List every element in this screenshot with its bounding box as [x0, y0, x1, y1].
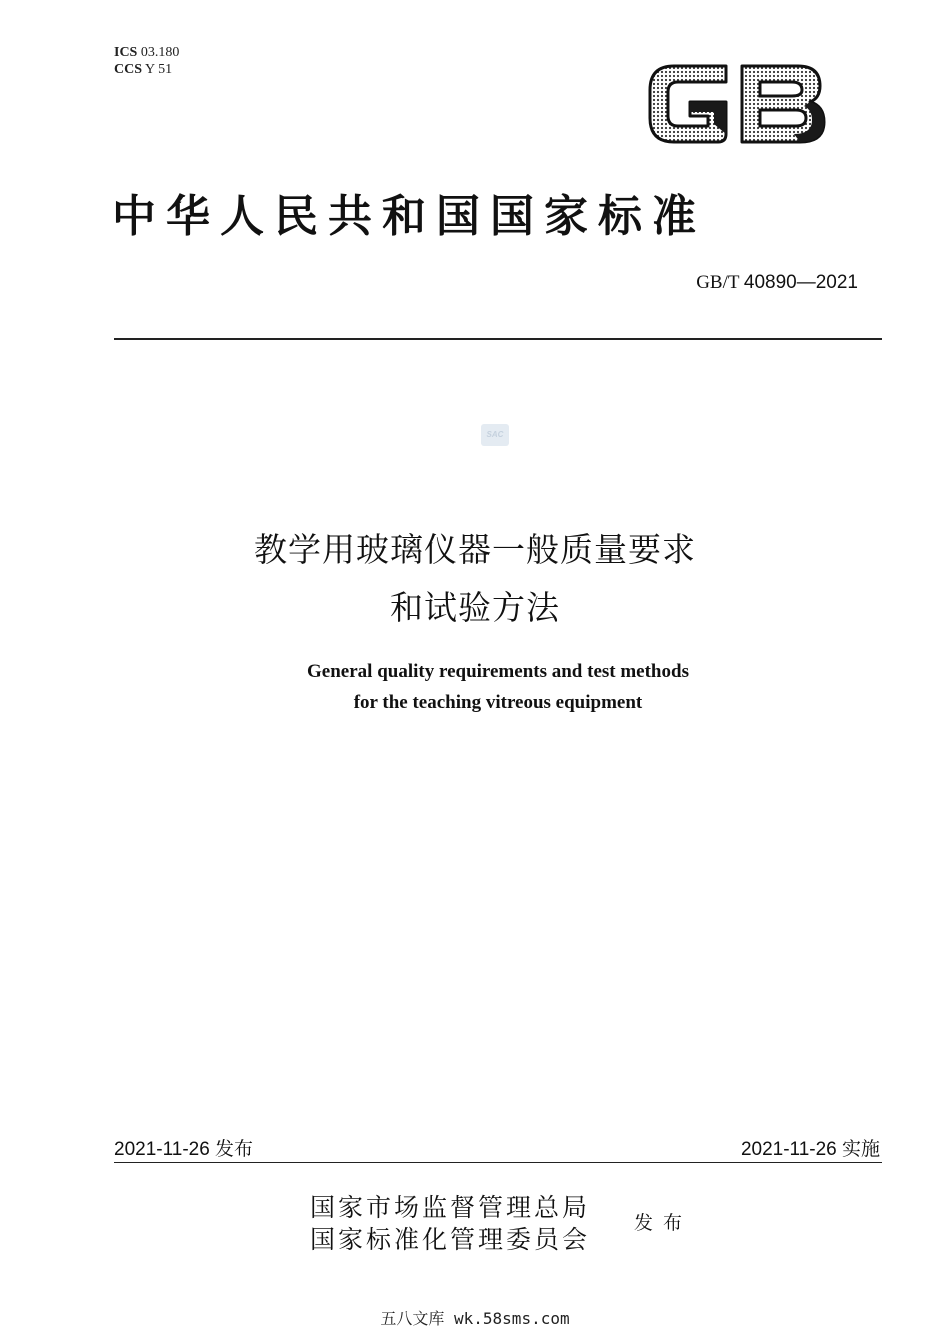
footer-divider [114, 1162, 882, 1163]
ccs-label: CCS [114, 62, 143, 77]
chinese-title-line-1: 教学用玻璃仪器一般质量要求 [254, 530, 696, 569]
ics-code [114, 44, 179, 61]
header-divider [114, 338, 882, 340]
ccs-code [114, 61, 179, 78]
ics-label: ICS [114, 45, 138, 60]
sac-watermark-icon: SAC [481, 424, 509, 446]
standard-code-number: 40890—2021 [743, 272, 858, 293]
classification-codes [114, 44, 179, 78]
implementation-date: 2021-11-26 实施 [740, 1139, 880, 1160]
publishing-organizations [310, 1192, 590, 1256]
english-title-line-2: for the teaching vitreous equipment [353, 692, 643, 713]
publisher-org-2: 国家标准化管理委员会 [310, 1225, 591, 1254]
publish-label: 发布 [634, 1212, 693, 1234]
english-title-line-1: General quality requirements and test methods [307, 661, 689, 682]
national-standard-title: 中华人民共和国国家标准 [112, 191, 706, 242]
ccs-value: Y 51 [145, 62, 173, 77]
issue-date: 2021-11-26 发布 [114, 1139, 254, 1160]
standard-code-prefix: GB/T [696, 272, 740, 293]
ics-value: 03.180 [140, 45, 180, 60]
publisher-org-1: 国家市场监督管理总局 [310, 1193, 591, 1222]
gb-logo [644, 58, 830, 150]
standard-code [696, 272, 858, 294]
chinese-title-line-2: 和试验方法 [390, 588, 560, 627]
footer-watermark: 五八文库 wk.58sms.com [380, 1309, 570, 1328]
